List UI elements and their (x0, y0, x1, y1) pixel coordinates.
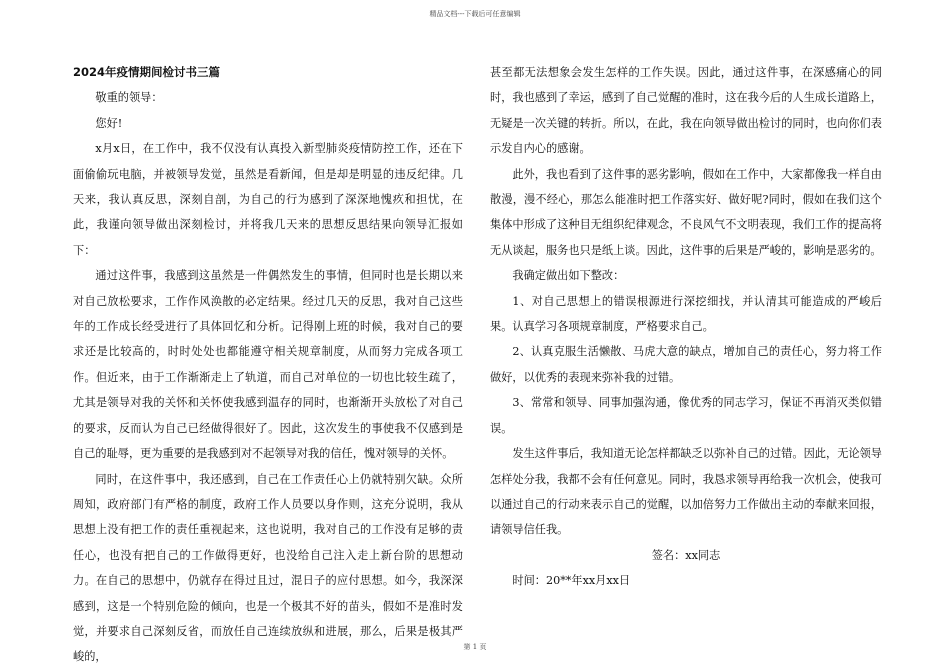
right-paragraphs (490, 60, 882, 543)
paragraph: 我确定做出如下整改： (512, 269, 625, 283)
paragraph: 同时，在这件事中，我还感到，自己在工作责任心上仍就特别欠缺。众所周知，政府部门有严格的制度，政府工作人员要以身作则，这充分说明，我从思想上没有把工作的责任重视起来，这也说明，我对自己的工作没有足够的责任心，也没有把自己的工作做得更好，也没给自己注入走上新台阶的思想动力。在自己的思想中，仍就存在得过且过，混日子的应付思想。如今，我深深感到，这是一个特别危险的倾向，也是一个极其不好的苗头，假如不是准时发觉，并要求自己深刻反省，而放任自己连续放纵和进展，那么，后果是极其严峻的， (73, 472, 463, 664)
signature-line: 签名：xx同志 (651, 548, 721, 562)
page-header: 精品文档---下载后可任意编辑 (429, 10, 521, 18)
paragraph: 甚至都无法想象会发生怎样的工作失误。因此，通过这件事，在深感痛心的同时，我也感到了幸运，感到了自己觉醒的准时，这在我今后的人生成长道路上，无疑是一次关键的转折。所以，在此，我在向领导做出检讨的同时，也向你们表示发自内心的感谢。 (490, 66, 882, 156)
paragraph: 1、对自己思想上的错误根源进行深挖细找，并认清其可能造成的严峻后果。认真学习各项规章制度，严格要求自己。 (490, 294, 882, 334)
left-column (73, 60, 463, 670)
date-line: 时间：20**年xx月xx日 (512, 574, 631, 588)
left-paragraphs (73, 85, 463, 669)
paragraph: 3、常常和领导、同事加强沟通，像优秀的同志学习，保证不再消灭类似错误。 (490, 396, 882, 435)
right-column (490, 60, 882, 594)
paragraph: 敬重的领导： (95, 91, 163, 105)
page-number: 第 1 页 (463, 643, 487, 651)
paragraph: 此外，我也看到了这件事的恶劣影响，假如在工作中，大家都像我一样自由散漫，漫不经心，那怎么能准时把工作落实好、做好呢?同时，假如在我们这个集体中形成了这种目无组织纪律观念，不良风气不文明表现，我们工作的提高将无从谈起，服务也只是纸上谈。因此，这件事的后果是严峻的，影响是恶劣的。 (490, 167, 882, 257)
paragraph: 2、认真克服生活懒散、马虎大意的缺点，增加自己的责任心，努力将工作做好，以优秀的表现来弥补我的过错。 (490, 345, 882, 384)
document-title: 2024年疫情期间检讨书三篇 (73, 65, 221, 79)
paragraph: 您好! (95, 116, 123, 130)
paragraph: x月x日，在工作中，我不仅没有认真投入新型肺炎疫情防控工作，还在下面偷偷玩电脑，并被领导发觉，虽然是看新闻，但是却是明显的违反纪律。几天来，我认真反思，深刻自剖，为自己的行为感到了深深地愧疚和担忧，在此，我谨向领导做出深刻检讨，并将我几天来的思想反思结果向领导汇报如下： (73, 142, 463, 257)
paragraph: 通过这件事，我感到这虽然是一件偶然发生的事情，但同时也是长期以来对自己放松要求，工作作风涣散的必定结果。经过几天的反思，我对自己这些年的工作成长经受进行了具体回忆和分析。记得刚上班的时候，我对自己的要求还是比较高的，时时处处也都能遵守相关规章制度，从而努力完成各项工作。但近来，由于工作渐渐走上了轨道，而自己对单位的一切也比较生疏了，尤其是领导对我的关怀和关怀使我感到温存的同时，也渐渐开头放松了对自己的要求，反而认为自己已经做得很好了。因此，这次发生的事使我不仅感到是自己的耻辱，更为重要的是我感到对不起领导对我的信任，愧对领导的关怀。 (73, 269, 463, 461)
paragraph: 发生这件事后，我知道无论怎样都缺乏以弥补自己的过错。因此，无论领导怎样处分我，我都不会有任何意见。同时，我恳求领导再给我一次机会，使我可以通过自己的行动来表示自己的觉醒，以加倍努力工作做出主动的奉献来回报，请领导信任我。 (490, 447, 882, 537)
